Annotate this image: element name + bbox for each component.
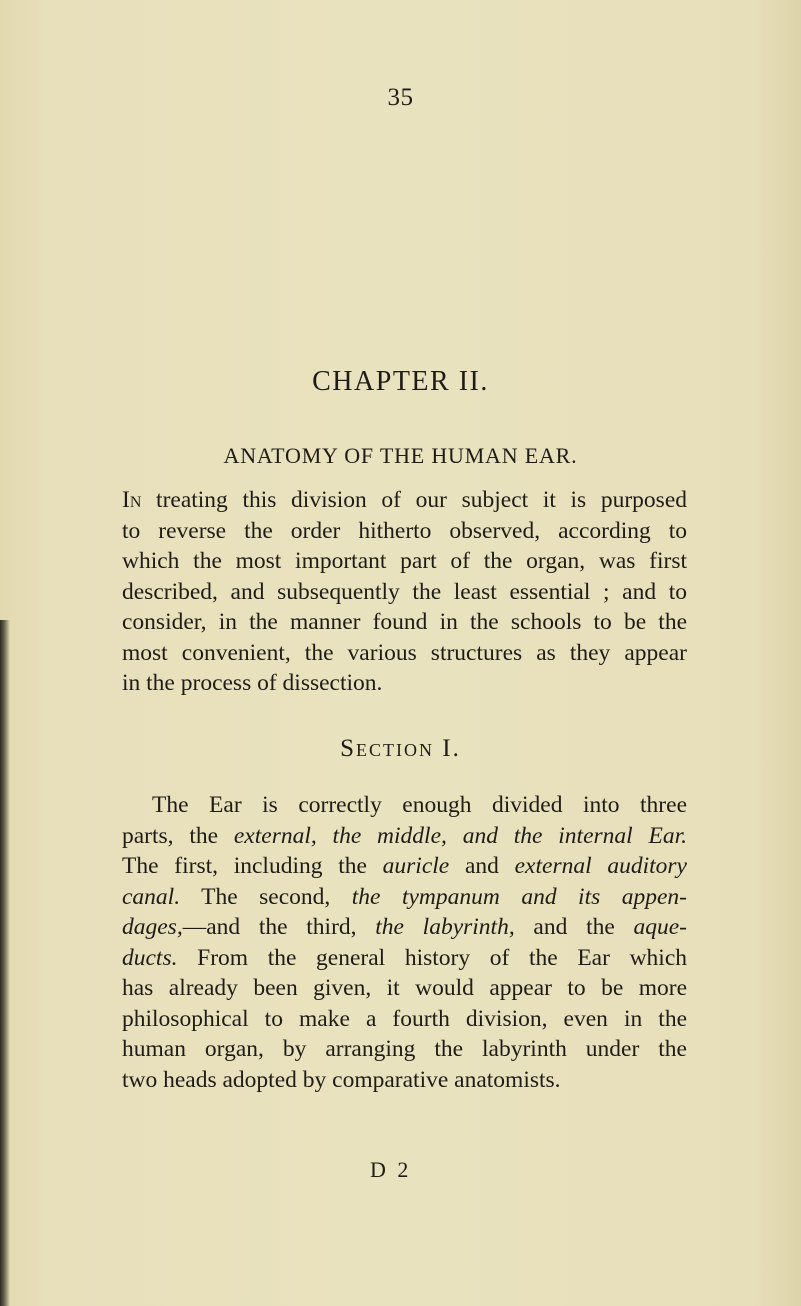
text-line: ducts. From the general history of the Ear which: [122, 944, 687, 971]
chapter-title: CHAPTER II.: [312, 366, 489, 397]
text-line: most convenient, the various structures as they appear: [122, 639, 687, 666]
text-line: In treating this division of our subject it is purposed: [122, 487, 687, 513]
intro-paragraph: [122, 485, 687, 699]
binding-shadow: [0, 620, 10, 1306]
text-line: described, and subsequently the least essential ; and to: [122, 578, 687, 605]
page-number: 35: [387, 84, 414, 111]
text-line: two heads adopted by comparative anatomists.: [122, 1066, 561, 1093]
text-line: consider, in the manner found in the schools to be the: [122, 609, 687, 635]
section-heading: Section I.: [340, 735, 461, 762]
section-paragraph: [122, 790, 687, 1095]
text-line: canal. The second, the tympanum and its appen-: [122, 883, 687, 910]
text-line: philosophical to make a fourth division, even in the: [122, 1005, 687, 1032]
signature-mark: D 2: [370, 1157, 412, 1182]
text-line: parts, the external, the middle, and the internal Ear.: [122, 822, 687, 849]
text-line: to reverse the order hitherto observed, according to: [122, 517, 687, 544]
text-line: The Ear is correctly enough divided into three: [152, 792, 687, 818]
text-line: dages,—and the third, the labyrinth, and the aque-: [122, 914, 688, 940]
text-line: in the process of dissection.: [122, 670, 383, 696]
opening-word: In: [122, 487, 142, 513]
text-line: has already been given, it would appear to be more: [122, 975, 687, 1001]
text-line: which the most important part of the organ, was first: [122, 548, 687, 574]
text-line: human organ, by arranging the labyrinth under the: [122, 1036, 687, 1062]
chapter-subtitle: ANATOMY OF THE HUMAN EAR.: [223, 443, 578, 468]
text-line: The first, including the auricle and external auditory: [122, 853, 687, 879]
